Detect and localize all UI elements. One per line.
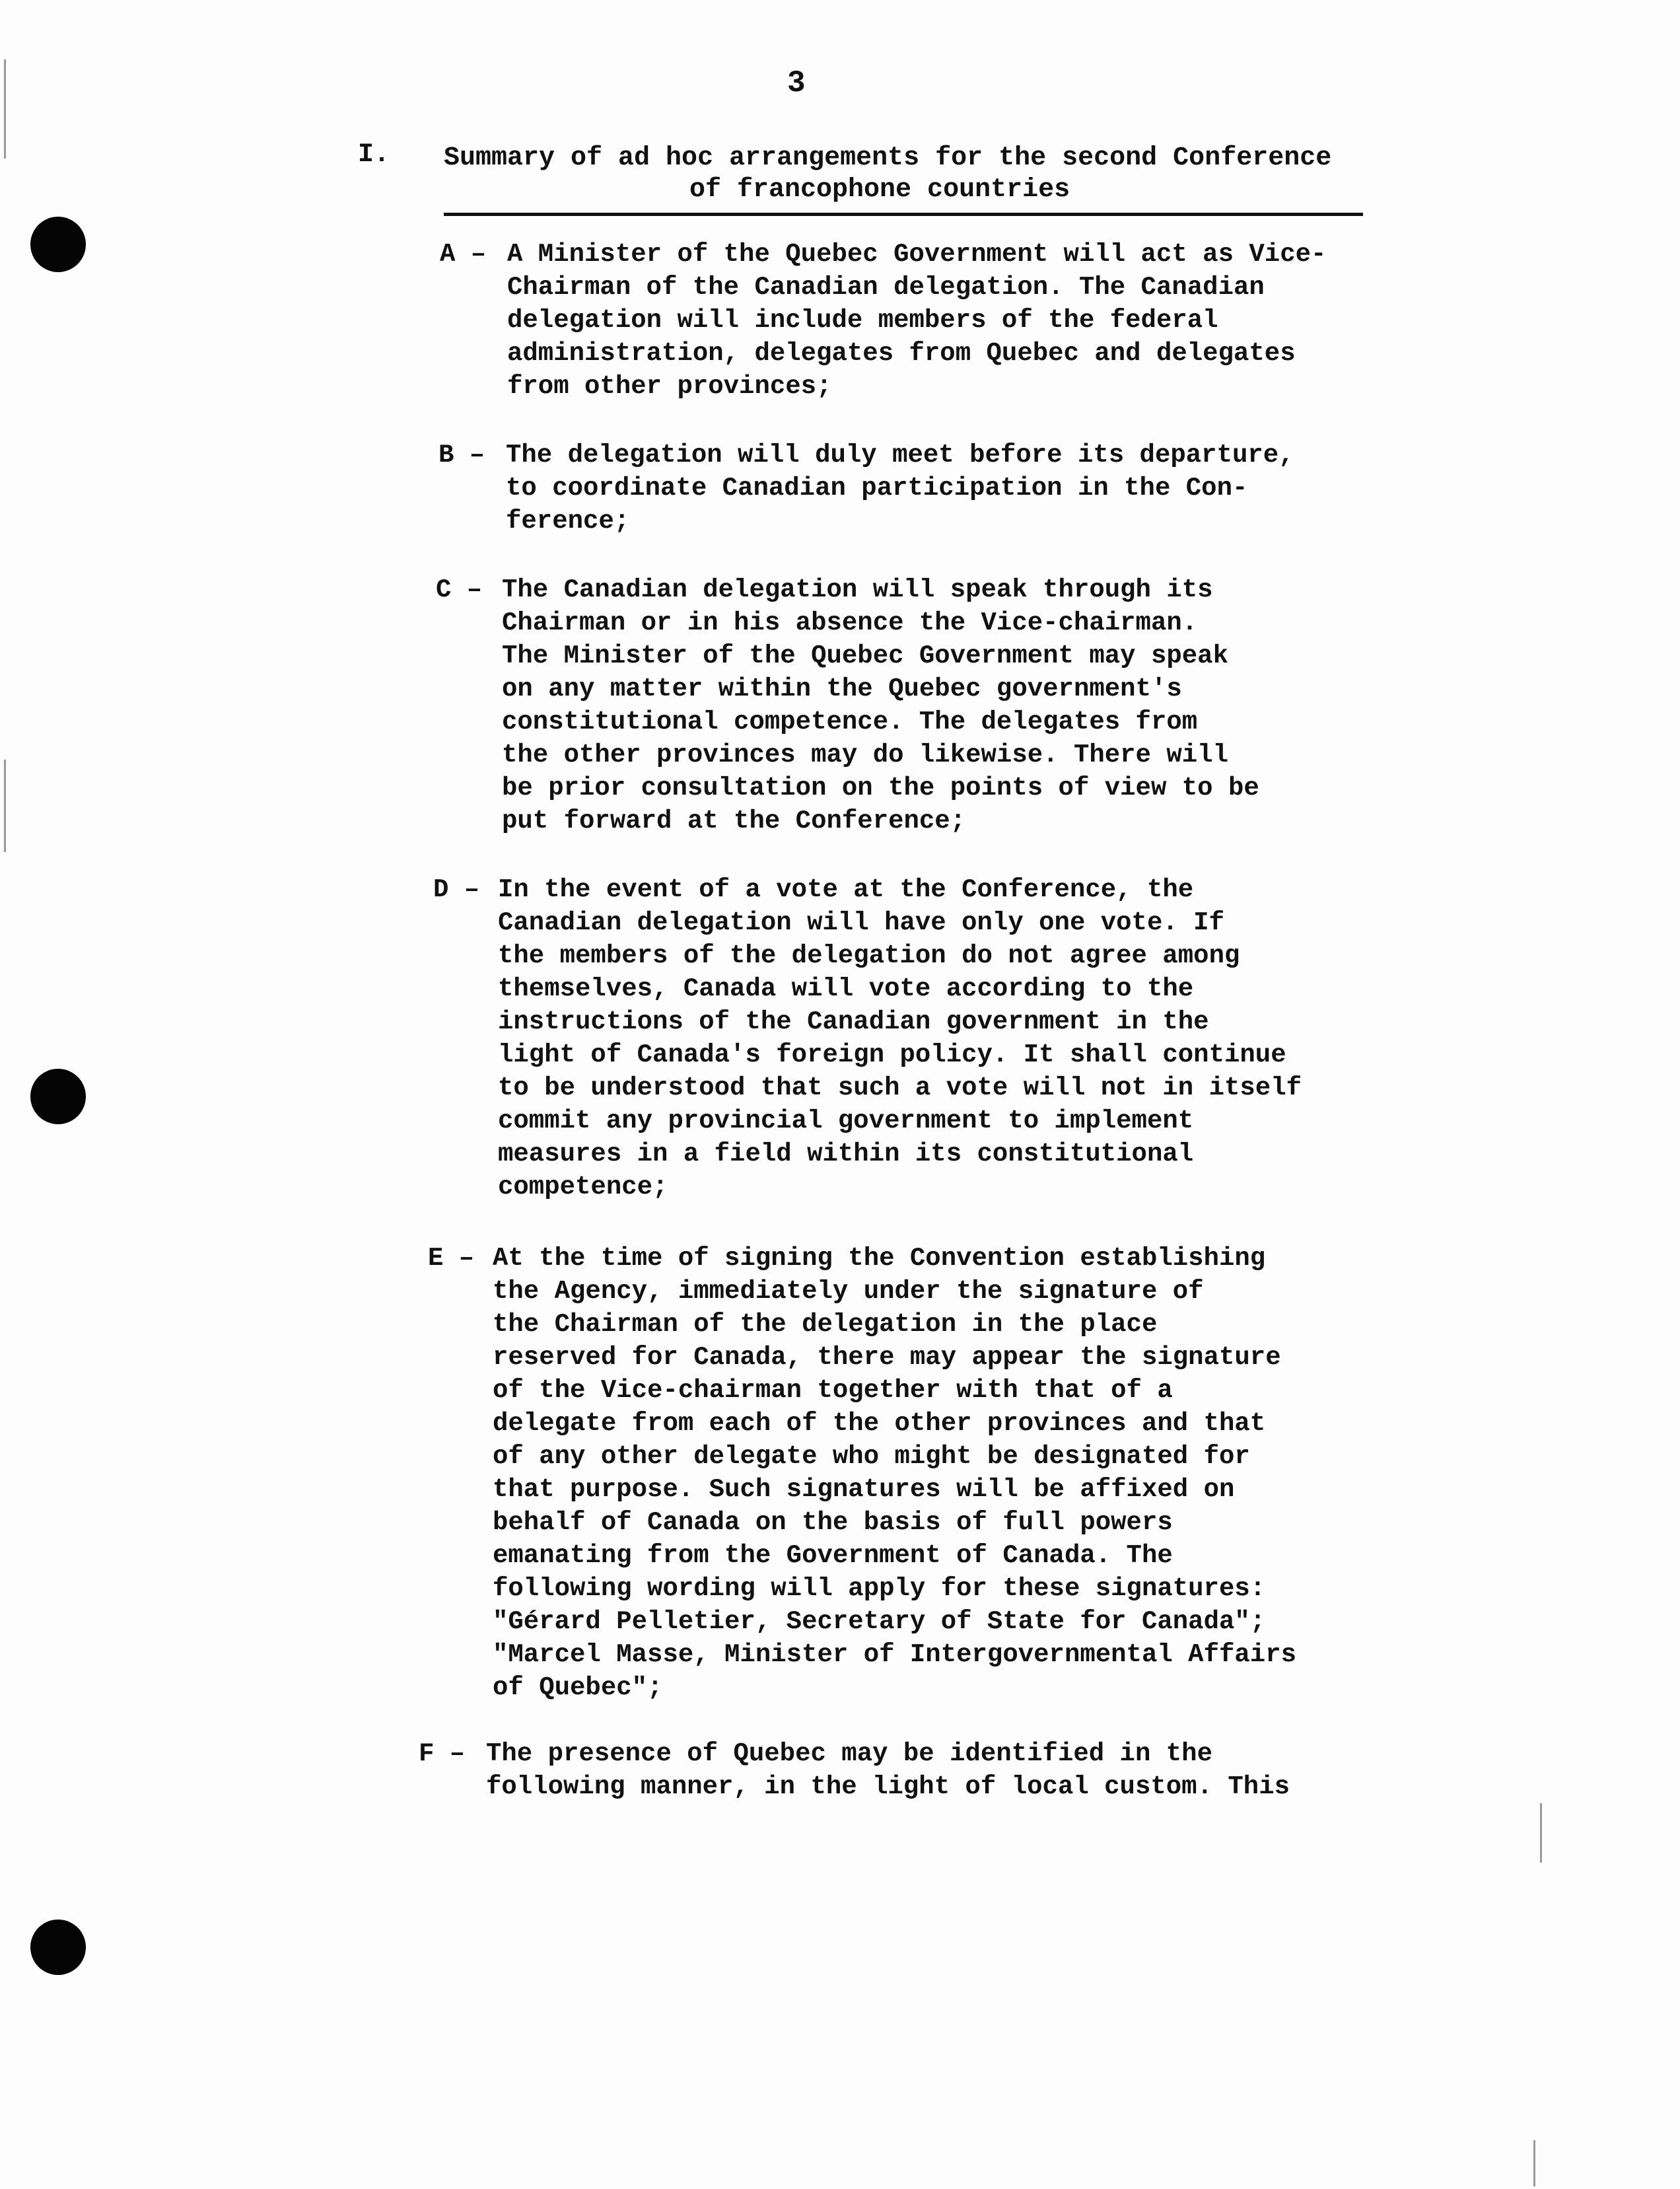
section-number: I. [358, 140, 390, 170]
item-label: A – [440, 240, 487, 269]
item-text: The delegation will duly meet before its departure, to coordinate Canadian participation in the Con- ference; [506, 441, 1294, 536]
item-text: At the time of signing the Convention establishing the Agency, immediately under the signature of the Chairman of the delegation in the place reserved for Canada, there may appear the signature of the Vice-chairman together with that of a delegate from each of the other provinces and that of any other delegate who might be designated for that purpose. Such signatures will be affixed on behalf of Canada on the basis of full powers emanating from the Government of Canada. The following wording will apply for these signatures: "Gérard Pelletier, Secretary of State for Canada"; "Marcel Masse, Minister of Intergovernmental Affairs of Quebec"; [493, 1244, 1296, 1702]
section-title-line1: Summary of ad hoc arrangements for the second Conference [444, 143, 1332, 173]
item-text: A Minister of the Quebec Government will act as Vice- Chairman of the Canadian delegation. The Canadian delegation will include members of the federal administration, delegates from Quebec and delegates from other provinces; [507, 240, 1327, 401]
title-underline [444, 213, 1363, 216]
item-label: C – [436, 575, 483, 604]
item-text: The presence of Quebec may be identified in the following manner, in the light of local custom. This [486, 1739, 1290, 1801]
scan-edge-mark [1540, 1803, 1542, 1863]
punch-hole-middle [30, 1069, 86, 1124]
item-text: The Canadian delegation will speak through its Chairman or in his absence the Vice-chairman. The Minister of the Quebec Government may speak on any matter within the Quebec government's constitutional competence. The delegates from the other provinces may do likewise. There will be prior consultation on the points of view to be put forward at the Conference; [502, 575, 1259, 836]
item-label: B – [438, 441, 485, 470]
punch-hole-bottom [30, 1920, 86, 1975]
section-title-line2: of francophone countries [689, 175, 1070, 205]
item-label: D – [433, 875, 480, 904]
scan-edge-mark [4, 59, 6, 159]
scan-edge-mark [4, 760, 6, 852]
item-label: E – [428, 1244, 475, 1273]
punch-hole-top [30, 217, 86, 272]
scan-edge-mark [1533, 2140, 1535, 2186]
section-title [444, 143, 1368, 206]
item-label: F – [419, 1739, 466, 1768]
item-text: In the event of a vote at the Conference, the Canadian delegation will have only one vote. If the members of the delegation do not agree among themselves, Canada will vote according to the instructions of the Canadian government in the light of Canada's foreign policy. It shall continue to be understood that such a vote will not in itself commit any provincial government to implement measures in a field within its constitutional competence; [498, 875, 1302, 1202]
page-number: 3 [787, 66, 806, 100]
